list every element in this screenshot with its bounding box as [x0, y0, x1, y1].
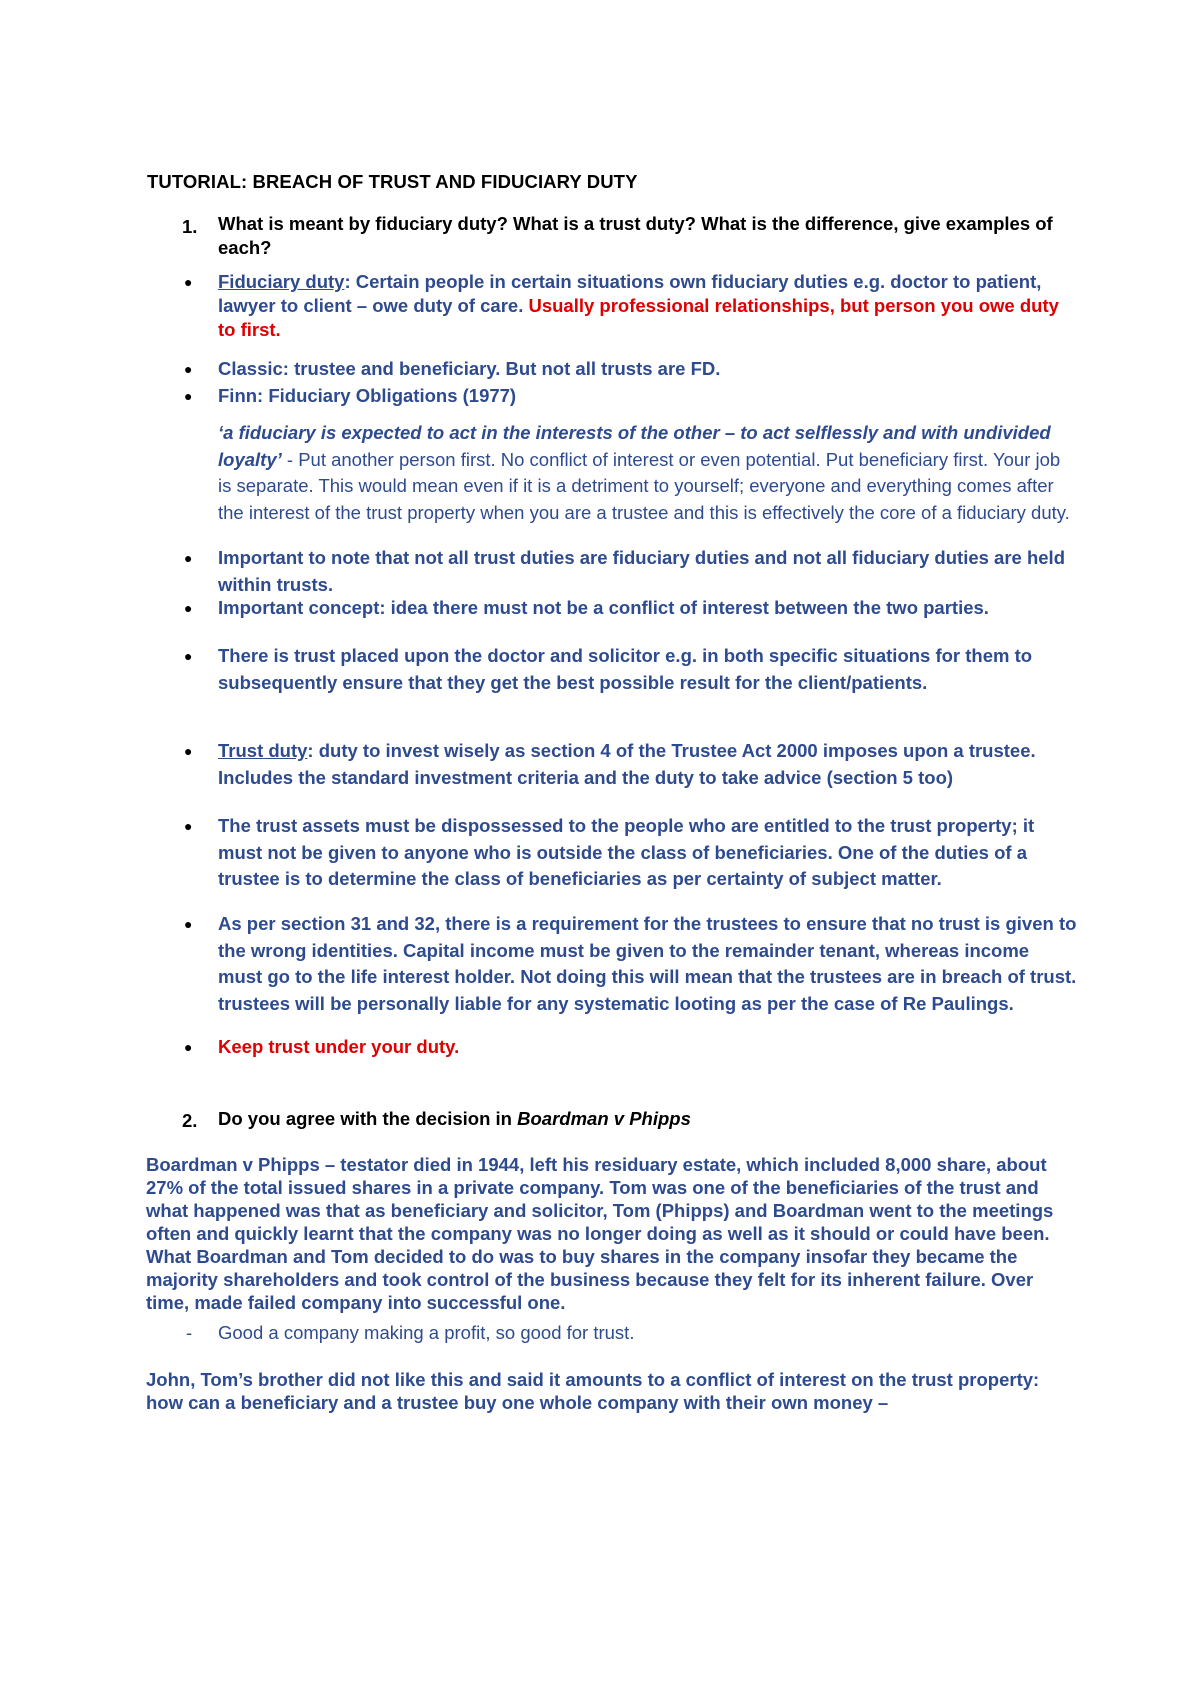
bullet-doctor-solicitor: There is trust placed upon the doctor and solicitor e.g. in both specific situations for them to subsequently ensure that they get the best possible result for the client/patients.: [218, 645, 1033, 693]
finn-quote-paragraph: [218, 420, 1078, 526]
question-2-number: 2.: [182, 1110, 198, 1131]
bullet-icon: ●: [184, 600, 193, 616]
fiduciary-duty-label: Fiduciary duty: [218, 271, 345, 292]
question-2-case-name: Boardman v Phipps: [517, 1108, 691, 1129]
document-title: TUTORIAL: BREACH OF TRUST AND FIDUCIARY DUTY: [147, 171, 638, 192]
question-1-number: 1.: [182, 216, 198, 237]
john-objection-paragraph: John, Tom’s brother did not like this and said it amounts to a conflict of interest on the trust property: how can a beneficiary and a trustee buy one whole company with their own money –: [146, 1369, 1040, 1413]
bullet-icon: ●: [184, 916, 193, 932]
fiduciary-duty-text: : Certain people in certain situations own fiduciary duties e.g. doctor to patient, lawyer to client – owe duty of care.: [218, 271, 1042, 316]
fiduciary-duty-red-note: Usually professional relationships, but person you owe duty to first.: [218, 295, 1059, 340]
bullet-trust-assets: The trust assets must be dispossessed to the people who are entitled to the trust property; it must not be given to anyone who is outside the class of beneficiaries. One of the duties of a trustee is to determine the class of beneficiaries as per certainty of subject matter.: [218, 815, 1035, 889]
bullet-section-31-32: As per section 31 and 32, there is a requirement for the trustees to ensure that no trust is given to the wrong identities. Capital income must be given to the remainder tenant, whereas income must go to the life interest holder. Not doing this will mean that the trustees are in breach of trust. trustees will be personally liable for any systematic looting as per the case of Re Paulings.: [218, 913, 1077, 1014]
dash-icon: -: [186, 1322, 193, 1343]
bullet-keep-trust: Keep trust under your duty.: [218, 1036, 460, 1057]
bullet-icon: ●: [184, 388, 193, 404]
bullet-icon: ●: [184, 818, 193, 834]
bullet-icon: ●: [184, 1039, 193, 1055]
bullet-icon: ●: [184, 743, 193, 759]
question-2-prompt: Do you agree with the decision in: [218, 1108, 518, 1129]
question-1-text: What is meant by fiduciary duty? What is a trust duty? What is the difference, give examples of each?: [218, 213, 1053, 258]
finn-quote-commentary: - Put another person first. No conflict of interest or even potential. Put beneficiary first. Your job is separate. This would mean even if it is a detriment to yourself; everyone and everything comes after the interest of the trust property when you are a trustee and this is effectively the core of a fiduciary duty.: [218, 448, 1070, 523]
bullet-icon: ●: [184, 648, 193, 664]
bullet-classic: Classic: trustee and beneficiary. But not all trusts are FD.: [218, 358, 721, 379]
trust-duty-label: Trust duty: [218, 740, 308, 761]
dash-item-profit: Good a company making a profit, so good for trust.: [218, 1322, 635, 1343]
bullet-icon: ●: [184, 361, 193, 377]
bullet-icon: ●: [184, 550, 193, 566]
bullet-important-concept: Important concept: idea there must not be a conflict of interest between the two parties.: [218, 597, 989, 618]
boardman-facts-paragraph: Boardman v Phipps – testator died in 1944, left his residuary estate, which included 8,000 share, about 27% of the total issued shares in a private company. Tom was one of the beneficiaries of the trust and what happened was that as beneficiary and solicitor, Tom (Phipps) and Boardman went to the meetings often and quickly learnt that the company was no longer doing as well as it should or could have been. What Boardman and Tom decided to do was to buy shares in the company insofar they became the majority shareholders and took control of the business because they felt for its inherent failure. Over time, made failed company into successful one.: [146, 1154, 1054, 1313]
trust-duty-text: : duty to invest wisely as section 4 of the Trustee Act 2000 imposes upon a trustee. Includes the standard investment criteria and the duty to take advice (section 5 too): [218, 740, 1036, 788]
question-2-text: [218, 1107, 1078, 1131]
bullet-trust-duty: [218, 738, 1078, 791]
bullet-important-note: Important to note that not all trust duties are fiduciary duties and not all fiduciary duties are held within trusts.: [218, 547, 1065, 595]
bullet-fiduciary-duty: [218, 270, 1078, 342]
finn-quote: ‘a fiduciary is expected to act in the interests of the other – to act selflessly and with undivided loyalty’: [218, 422, 1051, 470]
bullet-icon: ●: [184, 274, 193, 290]
bullet-finn: Finn: Fiduciary Obligations (1977): [218, 385, 517, 406]
